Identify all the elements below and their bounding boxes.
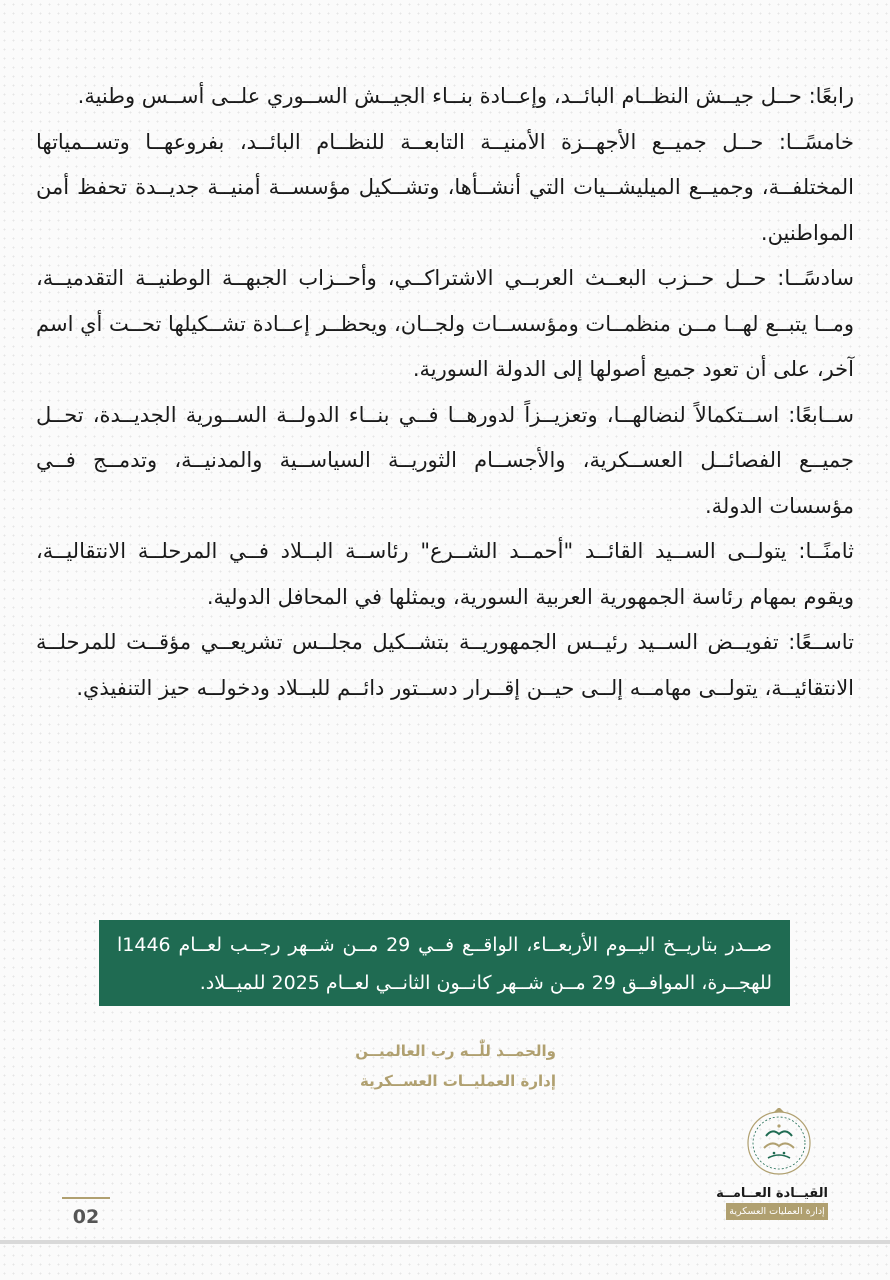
- article-7-text: اســتكمالاً لنضالهــا، وتعزيــزاً لدورهــا فــي بنــاء الدولــة الســورية الجديــدة، تحــل جميــع الفصائــل العســكرية، والأجســام الثوريــة السياســية والمدنيــة، وتدمــج فــي مؤسسات الدولة.: [36, 402, 854, 518]
- article-7-heading: ســابعًا:: [788, 402, 854, 427]
- closing-praise: والحمــد للّٰــه رب العالميــن: [355, 1042, 556, 1060]
- article-5: [36, 120, 854, 257]
- page-number-rule: [62, 1197, 110, 1199]
- org-subtitle-badge: إدارة العمليات العسكرية: [726, 1203, 828, 1220]
- article-8-heading: ثامنًــا:: [798, 539, 854, 563]
- article-9: [36, 620, 854, 711]
- article-7: [36, 393, 854, 530]
- closing-block: [300, 1036, 556, 1096]
- article-9-heading: تاســعًا:: [788, 630, 854, 654]
- article-4: [36, 74, 854, 120]
- article-8-text: يتولــى الســيد القائــد "أحمــد الشــرع" رئاســة البــلاد فــي المرحلــة الانتقاليــة، ويقوم بمهام رئاسة الجمهورية العربية السورية، ويمثلها في المحافل الدولية.: [36, 539, 854, 609]
- closing-signatory: إدارة العمليــات العســكرية: [360, 1072, 556, 1090]
- page-number: 02: [72, 1206, 100, 1228]
- decree-articles: [36, 74, 854, 711]
- issue-date-text: صــدر بتاريــخ اليــوم الأربعــاء، الواقــع فــي 29 مــن شــهر رجــب لعــام 1446ا للهجــرة، الموافــق 29 مــن شــهر كانــون الثانــي لعــام 2025 للميــلاد.: [117, 934, 772, 994]
- org-title: القيــادة العــامــة: [716, 1186, 828, 1201]
- article-8: [36, 529, 854, 620]
- article-9-text: تفويــض الســيد رئيــس الجمهوريــة بتشــكيل مجلــس تشريعــي مؤقــت للمرحلــة الانتقائيــة، يتولــى مهامــه إلــى حيــن إقــرار دســتور دائــم للبــلاد ودخولــه حيز التنفيذي.: [36, 630, 854, 700]
- article-4-heading: رابعًا:: [808, 84, 854, 108]
- article-6-heading: سادسًــا:: [777, 266, 854, 290]
- issue-date-box: [99, 920, 790, 1006]
- page-bottom-edge: [0, 1240, 890, 1244]
- article-6: [36, 256, 854, 393]
- article-6-text: حــل حــزب البعــث العربــي الاشتراكــي، وأحــزاب الجبهــة الوطنيــة التقدميــة، ومــا يتبــع لهــا مــن منظمــات ومؤسســات ولجــان، ويحظــر إعــادة تشــكيلها تحــت أي اسم آخر، على أن تعود جميع أصولها إلى الدولة السورية.: [36, 266, 854, 381]
- general-command-seal-icon: [744, 1108, 814, 1178]
- article-5-heading: خامسًــا:: [778, 129, 854, 154]
- article-5-text: حــل جميــع الأجهــزة الأمنيــة التابعــة للنظــام البائــد، بفروعهــا وتســمياتها المختلفــة، وجميــع الميليشــيات التي أنشــأها، وتشــكيل مؤسســة أمنيــة جديــدة تحفظ أمن المواطنين.: [36, 129, 854, 245]
- article-4-text: حــل جيــش النظــام البائــد، وإعــادة بنــاء الجيــش الســوري علــى أســس وطنية.: [77, 84, 809, 108]
